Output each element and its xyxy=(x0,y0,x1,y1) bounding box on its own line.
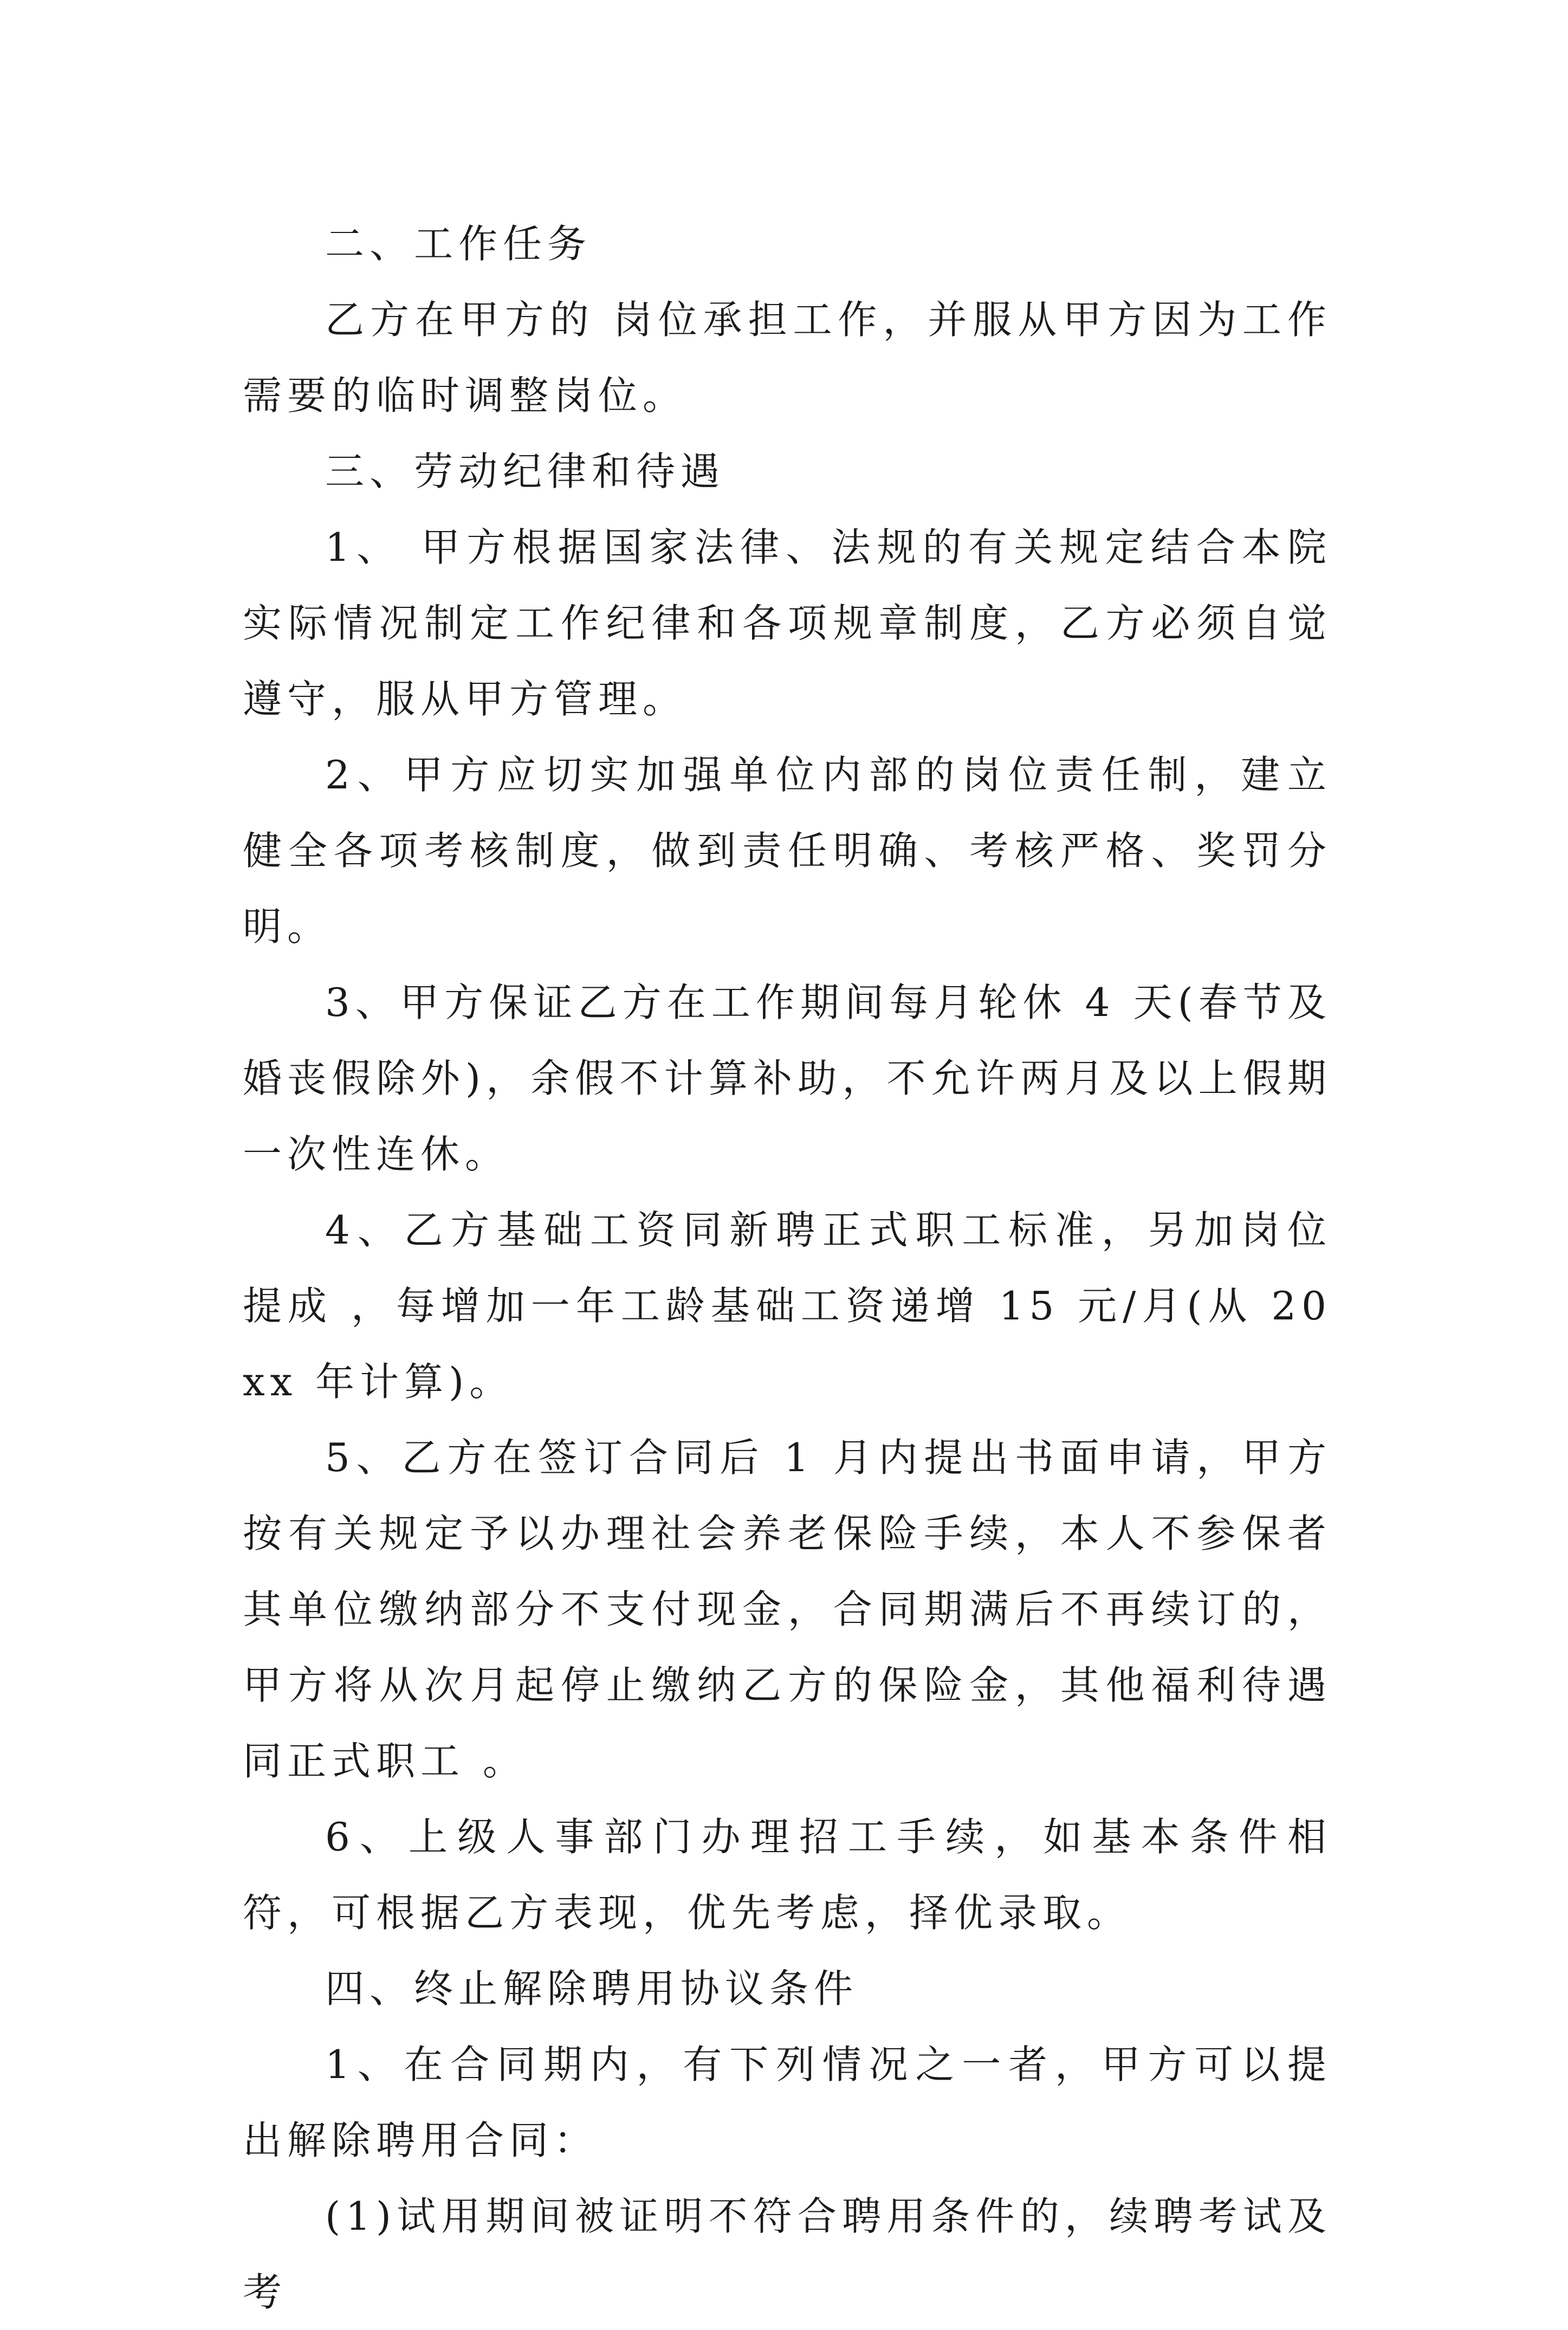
termination-clause-1: 1、在合同期内，有下列情况之一者，甲方可以提出解除聘用合同： xyxy=(243,2042,1332,2163)
section-heading-discipline-and-benefits: 三、劳动纪律和待遇 xyxy=(325,449,725,494)
clause-3-leave: 3、甲方保证乙方在工作期间每月轮休 4 天(春节及婚丧假除外)，余假不计算补助，不允许两月及以上假期一次性连休。 xyxy=(243,980,1332,1177)
section-heading-termination: 四、终止解除聘用协议条件 xyxy=(325,1966,859,2011)
clause-1-rules: 1、 甲方根据国家法律、法规的有关规定结合本院实际情况制定工作纪律和各项规章制度，乙方必须自觉遵守，服从甲方管理。 xyxy=(243,525,1332,722)
termination-item-1: (1)试用期间被证明不符合聘用条件的，续聘考试及考 xyxy=(243,2193,1332,2315)
clause-5-insurance: 5、乙方在签订合同后 1 月内提出书面申请，甲方按有关规定予以办理社会养老保险手续，本人不参保者其单位缴纳部分不支付现金，合同期满后不再续订的，甲方将从次月起停止缴纳乙方的保险金，其他福利待遇同正式职工 。 xyxy=(243,1435,1332,1784)
document-body xyxy=(243,206,1332,2330)
clause-6-recruitment: 6、上级人事部门办理招工手续，如基本条件相符，可根据乙方表现，优先考虑，择优录取。 xyxy=(243,1814,1332,1936)
paragraph-work-position: 乙方在甲方的 岗位承担工作，并服从甲方因为工作需要的临时调整岗位。 xyxy=(243,297,1332,418)
section-heading-work-tasks: 二、工作任务 xyxy=(325,221,592,267)
clause-4-salary: 4、乙方基础工资同新聘正式职工标准，另加岗位提成 ，每增加一年工龄基础工资递增 15 元/月(从 20xx 年计算)。 xyxy=(243,1207,1332,1405)
clause-2-responsibility: 2、甲方应切实加强单位内部的岗位责任制，建立健全各项考核制度，做到责任明确、考核严格、奖罚分明。 xyxy=(243,752,1332,949)
